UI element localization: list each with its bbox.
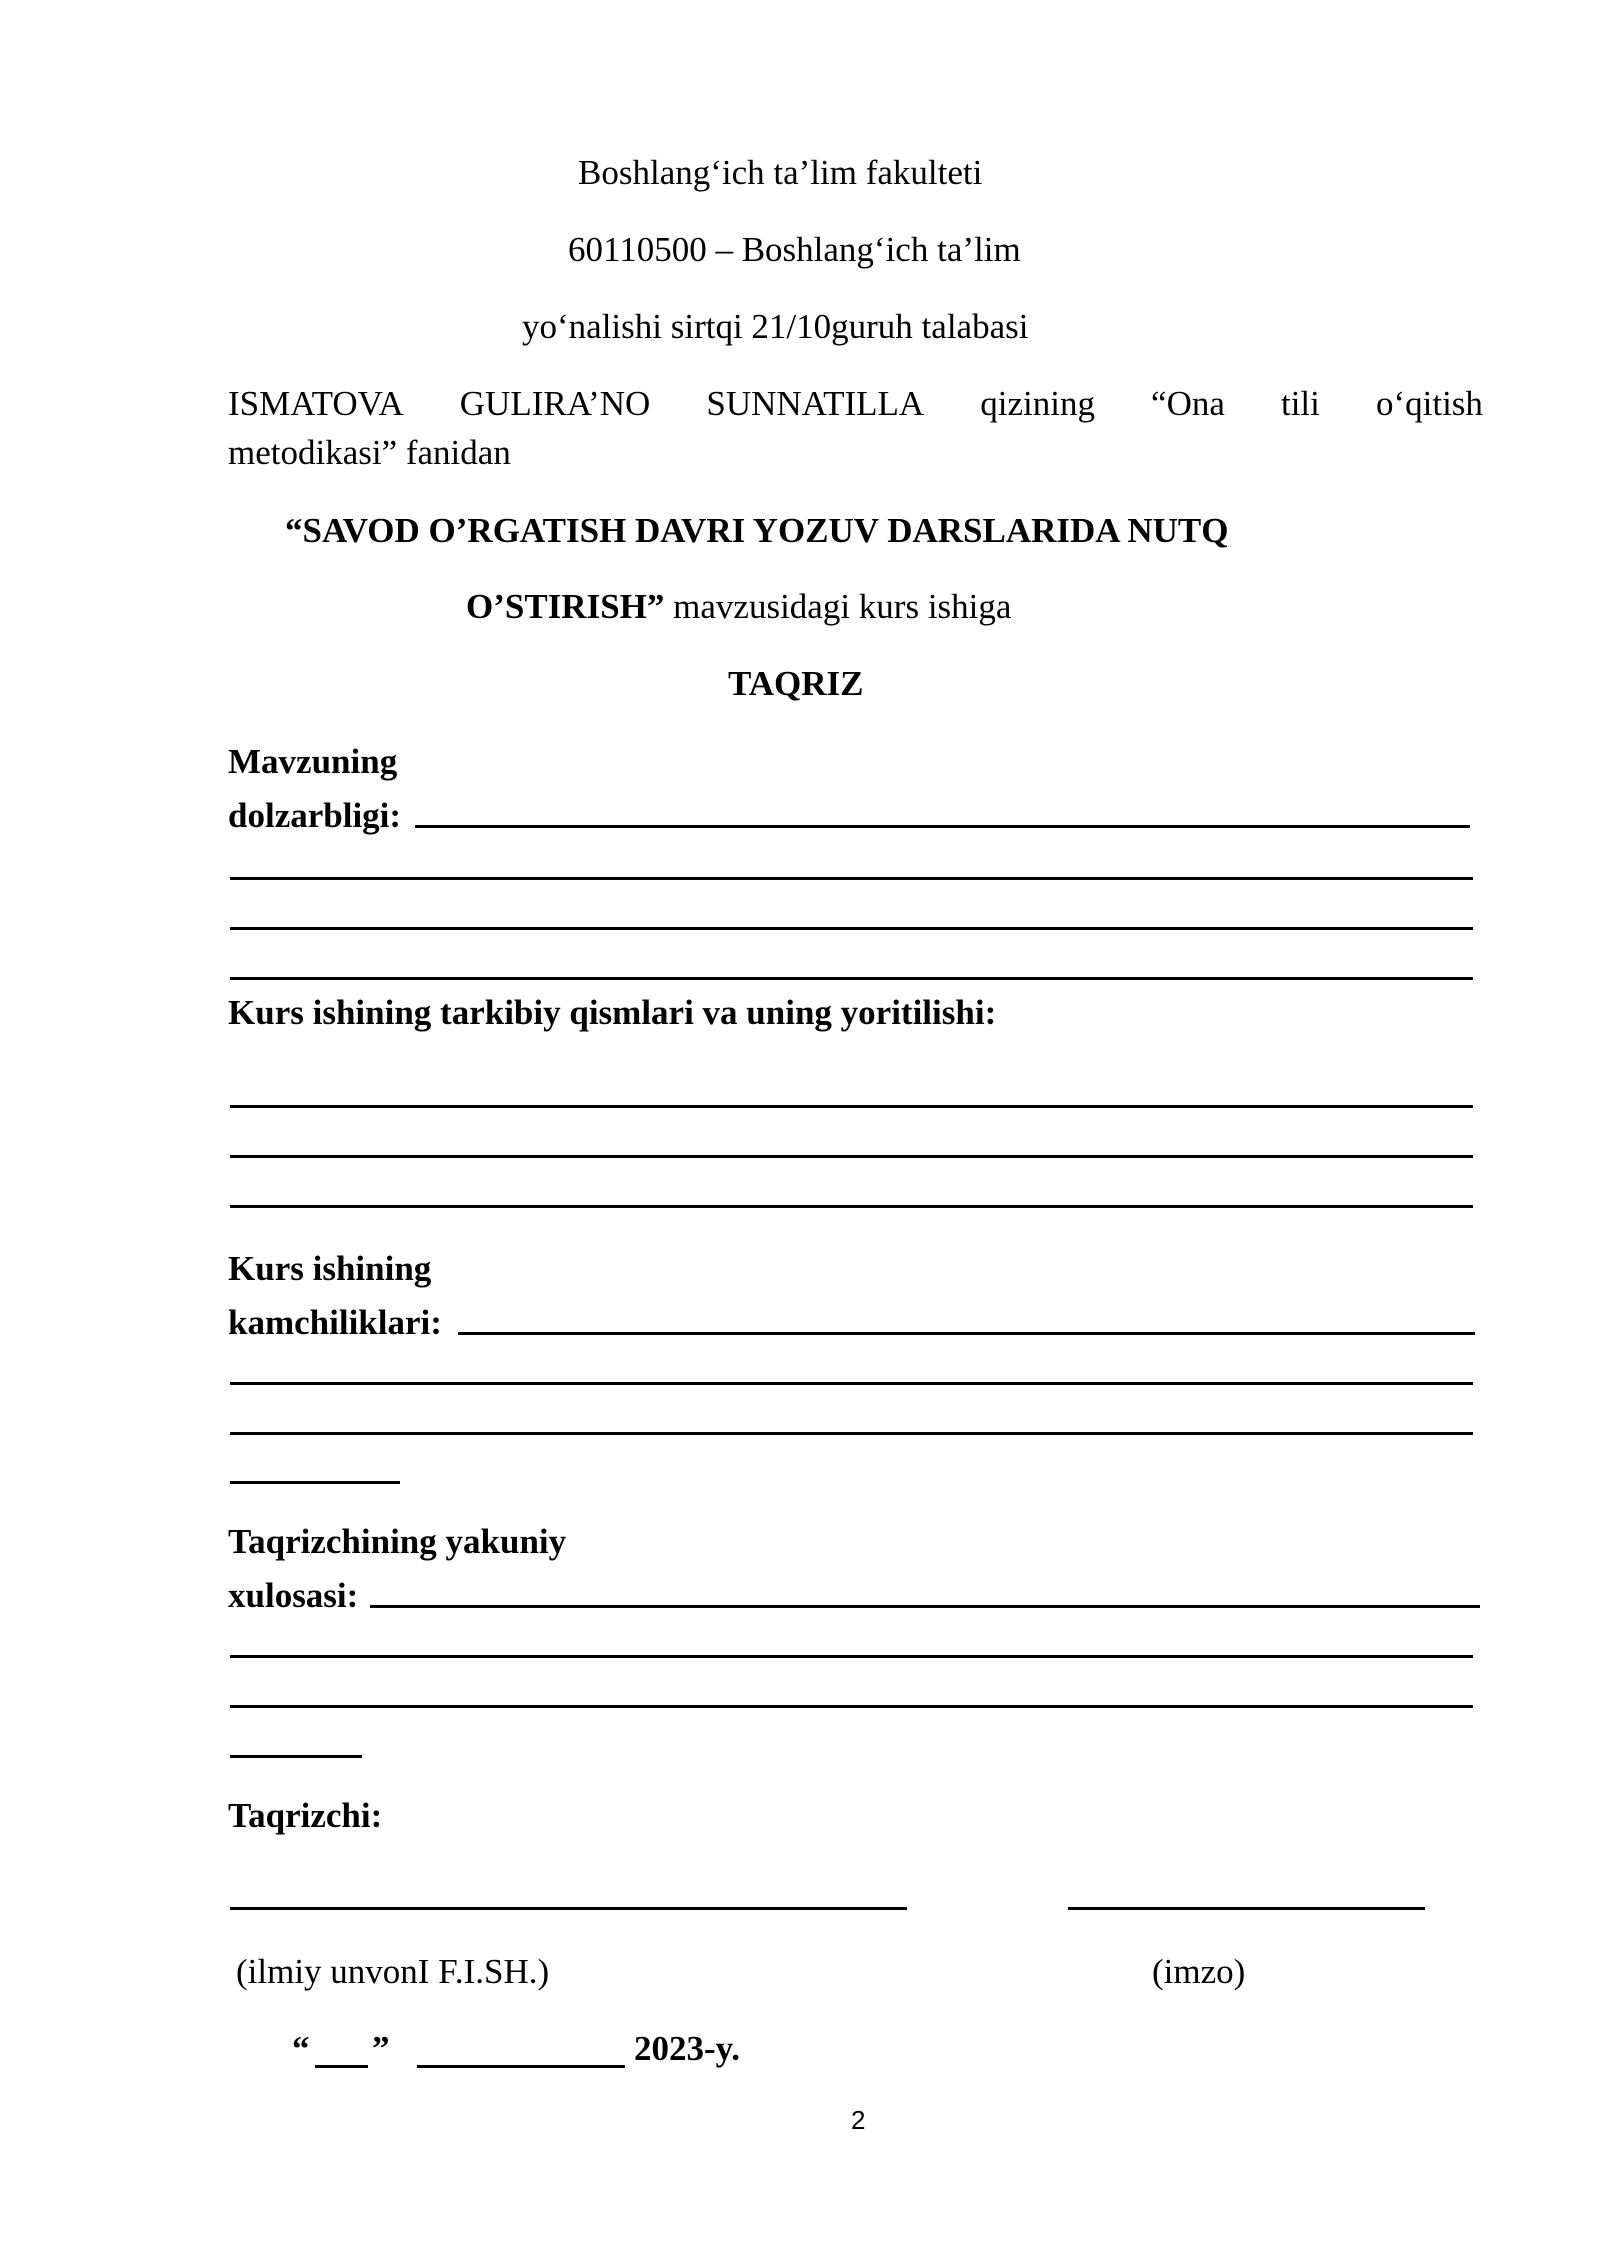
date-month-line [417,2065,625,2068]
relevance-blank-line [230,877,1473,880]
faculty-name: Boshlang‘ich ta’lim fakulteti [578,153,983,192]
student-word: SUNNATILLA [706,384,925,423]
shortcomings-blank-line [230,1382,1473,1385]
reviewer-name-line [230,1907,907,1910]
structure-label: Kurs ishining tarkibiy qismlari va uning yoritilishi: [228,993,997,1032]
date-quote-close: ” [372,2029,390,2068]
relevance-label-2: dolzarbligi: [228,796,402,835]
student-word: tili [1280,384,1320,423]
student-word: ISMATOVA [228,384,404,423]
date-day-line [315,2065,368,2068]
relevance-blank-line [230,927,1473,930]
conclusion-blank-line [230,1705,1473,1708]
structure-blank-line [230,1105,1473,1108]
relevance-blank-line [230,977,1473,980]
student-word: o‘qitish [1375,384,1483,423]
document-title: TAQRIZ [728,664,864,703]
topic-rest: mavzusidagi kurs ishiga [664,587,1012,626]
conclusion-blank-line [230,1655,1473,1658]
reviewer-signature-line [1068,1907,1425,1910]
signature-caption: (imzo) [1152,1952,1246,1991]
student-word: GULIRA’NO [459,384,651,423]
student-word: qizining [980,384,1095,423]
name-caption: (ilmiy unvonI F.I.SH.) [236,1952,550,1991]
date-year: 2023-y. [634,2029,740,2068]
topic-line-1: “SAVOD O’RGATISH DAVRI YOZUV DARSLARIDA NUTQ [285,511,1229,550]
topic-bold: O’STIRISH” [466,587,665,626]
shortcomings-blank-line [458,1332,1475,1335]
shortcomings-label-2: kamchiliklari: [228,1303,442,1342]
student-name-line [228,383,1483,425]
relevance-blank-line [415,825,1470,828]
date-quote-open: “ [292,2029,310,2068]
topic-line-2 [466,586,1011,628]
conclusion-blank-line [370,1605,1480,1608]
program-code: 60110500 – Boshlang‘ich ta’lim [568,230,1021,269]
shortcomings-label-1: Kurs ishining [228,1249,432,1288]
structure-blank-line [230,1155,1473,1158]
conclusion-blank-line [230,1755,362,1758]
relevance-label-1: Mavzuning [228,742,398,781]
reviewer-label: Taqrizchi: [228,1796,383,1835]
conclusion-label-1: Taqrizchining yakuniy [228,1522,567,1561]
student-group: yo‘nalishi sirtqi 21/10guruh talabasi [522,307,1029,346]
shortcomings-blank-line [230,1481,400,1484]
conclusion-label-2: xulosasi: [228,1576,359,1615]
page-number: 2 [851,2105,866,2135]
student-word: “Ona [1151,384,1225,423]
shortcomings-blank-line [230,1432,1473,1435]
subject-line: metodikasi” fanidan [228,433,511,472]
structure-blank-line [230,1205,1473,1208]
